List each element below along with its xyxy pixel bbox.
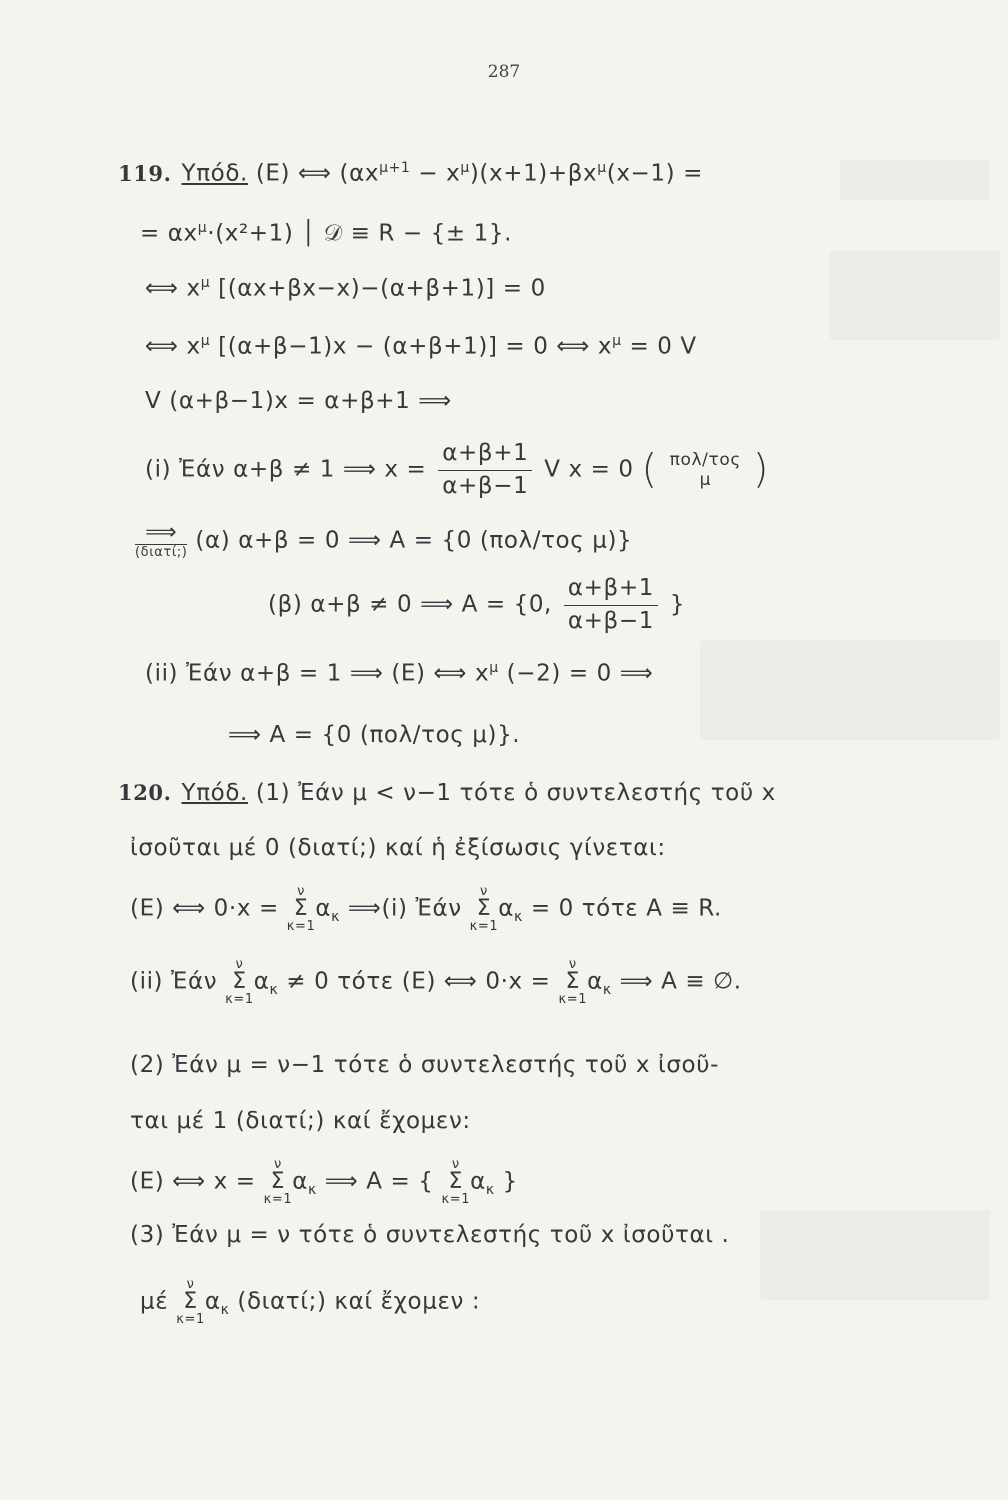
eq-text: ⟹ A ≡ ∅.: [611, 968, 742, 995]
eq-line-15: (2) Ἐάν μ = ν−1 τότε ὁ συντελεστής τοῦ x ἰσοῦ-: [130, 1052, 720, 1078]
exponent: μ: [460, 160, 470, 176]
sum-upper: ν: [568, 957, 577, 972]
eq-line-4: [145, 333, 697, 360]
eq-line-16: ται μέ 1 (διατί;) καί ἔχομεν:: [130, 1108, 471, 1134]
summation: [264, 1158, 293, 1206]
paren-right: ): [752, 446, 770, 493]
eq-line-5: V (α+β−1)x = α+β+1 ⟹: [145, 388, 452, 414]
problem-number: 119.: [118, 160, 172, 186]
subscript: κ: [514, 909, 523, 926]
sigma-icon: Σ: [270, 1169, 286, 1194]
exponent: μ: [200, 275, 211, 291]
eq-text: ⟺ x: [145, 333, 201, 360]
eq-text: ·(x²+1) │ 𝒟 ≡ R − {± 1}.: [207, 220, 513, 247]
eq-line-17: [130, 1158, 518, 1206]
eq-text: (x−1) =: [606, 160, 704, 187]
eq-text: α: [253, 968, 270, 995]
eq-line-19: [140, 1278, 480, 1326]
summation: [287, 885, 316, 933]
fraction: [564, 575, 658, 635]
sum-lower: κ=1: [286, 919, 316, 934]
eq-text: ⟹(i) Ἐάν: [340, 895, 462, 922]
bleed-through-mark: [760, 1210, 990, 1300]
sum-lower: κ=1: [558, 992, 588, 1007]
eq-line-9: [145, 660, 653, 687]
eq-line-7: [135, 522, 632, 560]
paren-left: (: [641, 446, 658, 493]
eq-text: μέ: [140, 1288, 169, 1315]
hint-label: Υπόδ.: [181, 160, 248, 187]
summation: [558, 958, 587, 1006]
sum-lower: κ=1: [441, 1192, 471, 1207]
sum-lower: κ=1: [176, 1312, 205, 1327]
hint-label: Υπόδ.: [181, 780, 248, 806]
eq-text: (1) Ἐάν μ < ν−1 τότε ὁ συντελεστής τοῦ x: [255, 780, 776, 806]
sum-upper: ν: [297, 884, 305, 899]
sigma-icon: Σ: [565, 969, 581, 994]
summation: [470, 885, 499, 933]
note-text: πολ/τος: [669, 450, 741, 471]
sigma-icon: Σ: [448, 1169, 464, 1194]
eq-text: [(α+β−1)x − (α+β+1)] = 0 ⟺ x: [218, 333, 613, 360]
eq-line-1: [118, 160, 703, 187]
eq-text: (Ε) ⟺ (αx: [255, 160, 380, 187]
fraction-numerator: α+β+1: [438, 440, 532, 471]
fraction-numerator: α+β+1: [564, 575, 658, 606]
fraction: [438, 440, 532, 500]
subscript: κ: [602, 982, 612, 999]
eq-line-12: ἰσοῦται μέ 0 (διατί;) καί ἡ ἐξίσωσις γίνεται:: [130, 835, 666, 861]
eq-line-6: [145, 440, 769, 500]
eq-text: − x: [410, 160, 461, 187]
eq-text: (ii) Ἐάν: [130, 968, 218, 995]
eq-line-18: (3) Ἐάν μ = ν τότε ὁ συντελεστής τοῦ x ἰσοῦται .: [130, 1222, 730, 1248]
summation: [225, 958, 254, 1006]
subscript: κ: [485, 1182, 495, 1199]
eq-text: α: [315, 895, 332, 922]
eq-text: α: [470, 1168, 486, 1195]
note-stack: [670, 450, 741, 490]
arrow-label: (διατί;): [135, 545, 188, 560]
subscript: κ: [220, 1302, 230, 1319]
exponent: μ+1: [379, 160, 411, 176]
eq-text: α: [292, 1168, 308, 1195]
sigma-icon: Σ: [293, 896, 309, 921]
eq-line-3: [145, 275, 546, 302]
sum-upper: ν: [273, 1157, 282, 1172]
eq-text: = 0 τότε A ≡ R.: [530, 895, 722, 922]
eq-text: }: [502, 1168, 518, 1195]
fraction-denominator: α+β−1: [442, 472, 529, 499]
eq-text: (Ε) ⟺ x =: [130, 1168, 256, 1195]
eq-text: = 0 V: [629, 333, 697, 360]
exponent: μ: [489, 660, 499, 676]
exponent: μ: [200, 333, 211, 349]
eq-text: }: [669, 591, 686, 618]
subscript: κ: [308, 1182, 317, 1199]
eq-text: = αx: [140, 220, 198, 247]
sum-upper: ν: [235, 957, 244, 972]
sigma-icon: Σ: [232, 969, 247, 994]
bleed-through-mark: [700, 640, 1000, 740]
sum-lower: κ=1: [225, 992, 254, 1007]
eq-line-13: [130, 885, 722, 933]
eq-line-8: [268, 575, 685, 635]
bleed-through-mark: [830, 250, 1000, 340]
eq-text: (−2) = 0 ⟹: [506, 660, 654, 687]
eq-text: ⟹ A = {: [316, 1168, 434, 1195]
eq-line-11: [118, 780, 776, 806]
eq-text: α: [498, 895, 515, 922]
bleed-through-mark: [840, 160, 990, 200]
eq-text: (διατί;) καί ἔχομεν :: [237, 1288, 481, 1315]
summation: [441, 1158, 470, 1206]
eq-text: α: [204, 1288, 221, 1315]
eq-line-14: [130, 958, 742, 1006]
sum-lower: κ=1: [263, 1192, 293, 1207]
summation: [176, 1278, 205, 1326]
sum-upper: ν: [451, 1157, 460, 1172]
eq-text: (β) α+β ≠ 0 ⟹ A = {0,: [268, 591, 552, 618]
note-text: μ: [699, 470, 711, 491]
eq-line-10: ⟹ A = {0 (πολ/τος μ)}.: [228, 722, 521, 748]
eq-text: (Ε) ⟺ 0·x =: [130, 895, 279, 922]
eq-text: (α) α+β = 0 ⟹ A = {0 (πολ/τος μ)}: [195, 527, 633, 554]
sum-upper: ν: [186, 1277, 195, 1292]
eq-text: (i) Ἐάν α+β ≠ 1 ⟹ x =: [145, 456, 427, 483]
eq-text: ⟺ x: [145, 275, 201, 302]
subscript: κ: [331, 909, 340, 926]
exponent: μ: [197, 220, 208, 236]
sigma-icon: Σ: [476, 896, 492, 921]
page-number: 287: [487, 62, 521, 82]
exponent: μ: [612, 333, 622, 349]
exponent: μ: [597, 160, 607, 176]
eq-text: )(x+1)+βx: [469, 160, 598, 187]
arrow-with-label: [135, 522, 187, 560]
eq-line-2: [140, 220, 512, 247]
fraction-denominator: α+β−1: [567, 607, 654, 634]
sigma-icon: Σ: [183, 1289, 198, 1314]
sum-upper: ν: [480, 884, 488, 899]
long-arrow-icon: ⟹: [145, 520, 178, 545]
subscript: κ: [269, 982, 279, 999]
eq-text: ≠ 0 τότε (Ε) ⟺ 0·x =: [278, 968, 551, 995]
eq-text: [(αx+βx−x)−(α+β+1)] = 0: [218, 275, 546, 302]
eq-text: α: [587, 968, 603, 995]
eq-text: V x = 0: [544, 456, 634, 483]
eq-text: (ii) Ἐάν α+β = 1 ⟹ (Ε) ⟺ x: [145, 660, 490, 687]
problem-number: 120.: [118, 780, 172, 805]
sum-lower: κ=1: [469, 919, 499, 934]
